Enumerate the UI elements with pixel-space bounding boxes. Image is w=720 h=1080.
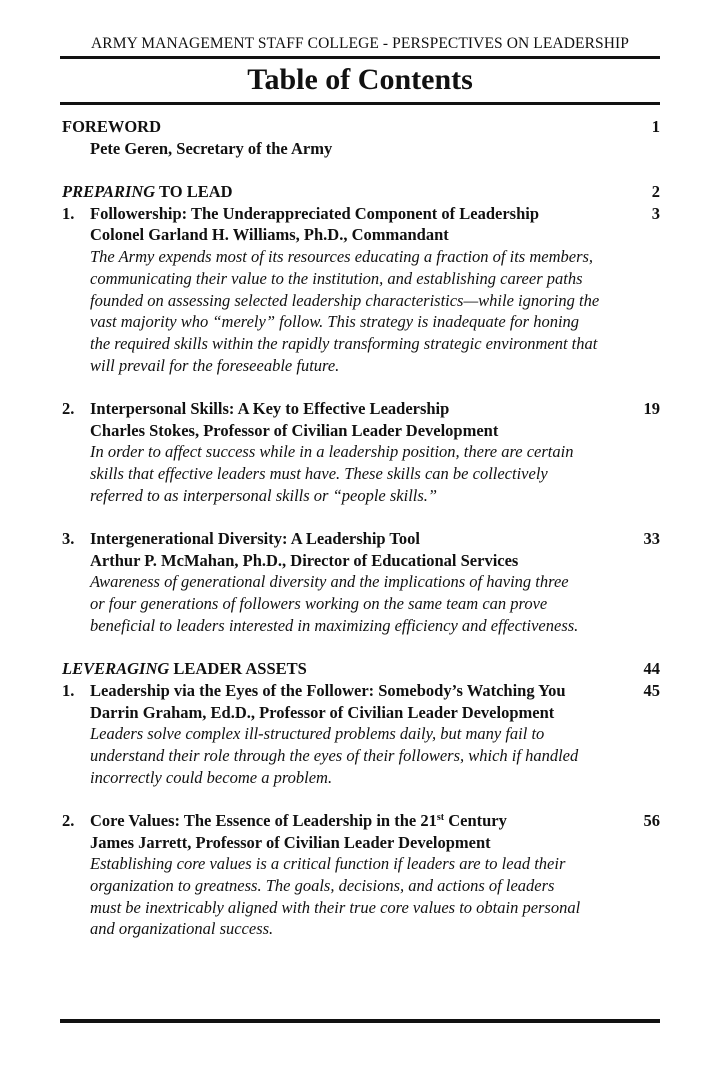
section-title-italic: LEVERAGING (62, 659, 170, 679)
entry-author: Arthur P. McMahan, Ph.D., Director of Educational Services (90, 550, 519, 570)
toc-entry[interactable] (62, 203, 660, 225)
entry-abstract-line: will prevail for the foreseeable future. (90, 355, 340, 375)
entry-number: 2. (62, 398, 75, 418)
entry-abstract-line: In order to affect success while in a leadership position, there are certain (90, 442, 574, 462)
entry-title: Followership: The Underappreciated Component of Leadership (90, 203, 540, 223)
entry-author: Charles Stokes, Professor of Civilian Leader Development (90, 420, 499, 440)
toc-entry[interactable] (62, 680, 660, 702)
section-title-rest: LEADER ASSETS (169, 659, 307, 679)
entry-title-end: Century (444, 811, 507, 830)
toc-entry[interactable] (62, 528, 660, 550)
entry-number: 1. (62, 680, 75, 700)
footer-rule (60, 1019, 660, 1023)
entry-abstract-line: the required skills within the rapidly transforming strategic environment that (90, 333, 598, 353)
entry-abstract-line: founded on assessing selected leadership characteristics—while ignoring the (90, 290, 600, 310)
foreword-label: FOREWORD (62, 117, 161, 136)
section-heading-leveraging[interactable] (62, 658, 660, 680)
entry-author: Darrin Graham, Ed.D., Professor of Civilian Leader Development (90, 702, 555, 722)
page-title: Table of Contents (247, 63, 473, 96)
entry-abstract-line: or four generations of followers working on the same team can prove (90, 594, 548, 614)
foreword-author: Pete Geren, Secretary of the Army (90, 138, 333, 158)
running-header: ARMY MANAGEMENT STAFF COLLEGE - PERSPECTIVES ON LEADERSHIP (90, 35, 630, 52)
toc-entry[interactable] (62, 810, 660, 832)
entry-title-main: Core Values: The Essence of Leadership in the 21 (90, 811, 437, 830)
page-number: 19 (643, 398, 660, 418)
entry-abstract-line: beneficial to leaders interested in maximizing efficiency and effectiveness. (90, 615, 579, 635)
entry-abstract-line: The Army expends most of its resources educating a fraction of its members, (90, 247, 594, 267)
page-number: 1 (651, 117, 660, 136)
entry-title: Intergenerational Diversity: A Leadership Tool (90, 529, 420, 549)
entry-abstract-line: organization to greatness. The goals, decisions, and actions of leaders (90, 876, 555, 896)
entry-number: 3. (62, 529, 75, 549)
entry-abstract-line: Leaders solve complex ill-structured problems daily, but many fail to (90, 724, 545, 744)
toc-entry-foreword[interactable] (62, 116, 660, 138)
entry-abstract-line: understand their role through the eyes of their followers, which if handled (90, 745, 579, 765)
entry-number: 1. (62, 203, 75, 223)
entry-title-superscript: st (436, 812, 445, 823)
entry-number: 2. (62, 811, 75, 830)
page-number: 3 (651, 203, 660, 223)
header-rule (60, 56, 660, 59)
page-number: 2 (651, 182, 660, 202)
section-heading-preparing[interactable] (62, 181, 660, 203)
entry-abstract-line: and organizational success. (90, 919, 274, 939)
section-title-rest: TO LEAD (155, 182, 233, 202)
entry-title: Interpersonal Skills: A Key to Effective Leadership (90, 398, 450, 418)
entry-abstract-line: vast majority who “merely” follow. This strategy is inadequate for honing (90, 312, 580, 332)
toc-body (62, 116, 660, 940)
page-number: 56 (643, 811, 660, 830)
entry-abstract-line: incorrectly could become a problem. (90, 767, 333, 787)
entry-abstract-line: skills that effective leaders must have. These skills can be collectively (90, 464, 548, 483)
entry-abstract-line: communicating their value to the institution, and establishing career paths (90, 268, 583, 288)
entry-abstract-line: referred to as interpersonal skills or “people skills.” (90, 485, 438, 505)
page-number: 33 (643, 529, 660, 549)
toc-entry[interactable] (62, 398, 660, 420)
entry-author: Colonel Garland H. Williams, Ph.D., Commandant (90, 225, 449, 245)
entry-title (62, 811, 507, 830)
entry-author: James Jarrett, Professor of Civilian Leader Development (90, 832, 491, 852)
entry-abstract-line: Establishing core values is a critical function if leaders are to lead their (90, 854, 566, 874)
section-title-italic: PREPARING (62, 182, 156, 202)
entry-title: Leadership via the Eyes of the Follower: Somebody’s Watching You (90, 680, 566, 700)
page-number: 45 (643, 680, 660, 700)
entry-abstract-line: must be inextricably aligned with their true core values to obtain personal (90, 897, 581, 917)
page-number: 44 (643, 659, 660, 679)
title-rule (60, 102, 660, 105)
entry-abstract-line: Awareness of generational diversity and the implications of having three (90, 572, 569, 592)
